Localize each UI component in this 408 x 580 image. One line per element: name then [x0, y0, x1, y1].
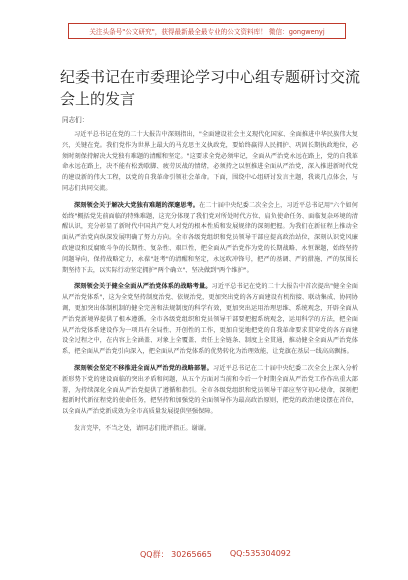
paragraph-text: 习近平总书记在党的二十大报告中首次提出"健全全面从严治党体系"，这为全党坚持制度治党、依规治党，更加突出党的各方面建设有机衔接、联动集成、协同协调，更加突出体制机制的健全完善和法规制度的科学有效，更加突出运用治理思维、系统观念，开辟全面从严治党新境界提供了根本遵循。全市各级党组织和党员领导干部要把握系统观念，运用科学的方法，把全面从严治党体系建设作为一项具有全局性、开创性的工作，更加自觉地把党的自我革命要求贯穿党的各方面建设全过程之中，在内容上全涵盖、对象上全覆盖、责任上全链条、制度上全贯通，推动健全全面从严治党体系，把全面从严治党引向深入，把全面从严治党体系的优势转化为治理效能，让党旗在基层一线高高飘扬。 — [62, 283, 358, 356]
paragraph-text: 在二十届中央纪委二次全会上，习近平总书记用"六个如何始终"概括党先前面临的特殊难题，这充分体现了我们党对所处时代方位、肩负使命任务、面临复杂环境的清醒认识，充分彰显了新时代中国共产党人对党的根本性质和发展规律的深刻把握。为我们在新征程上推动全面从严治党向纵深发展明确了努力方向。全市各级党组织和党员领导干部应提高政治站位，深刻认识党风廉政建设和反腐败斗争的长期性、复杂性、艰巨性，把全面从严治党作为党的长期战略、永恒课题，始终坚持问题导向，保持战略定力，永葆"赶考"的清醒和坚定，永远吹冲锋号，把严的基调、严的措施、严的氛围长期坚持下去，以实际行动坚定拥护"两个确立"、坚决做到"两个维护"。 — [62, 201, 358, 274]
paragraph-lead: 深刻领会坚定不移推进全面从严治党的战略部署。 — [74, 364, 213, 372]
paragraph-lead: 深刻领会关于解决大党独有难题的深邃思考。 — [74, 201, 199, 209]
paragraph — [62, 130, 358, 195]
paragraph-text: 习近平总书记在党的二十大报告中深刻指出，"全面建设社会主义现代化国家、全面推进中华民族伟大复兴，关键在党。我们党作为世界上最大的马克思主义执政党，要始终赢得人民拥护、巩固长期执政地位，必须时刻保持解决大党独有难题的清醒和坚定。"这要求全党必须牢记，全面从严治党永远在路上，党的自我革命永远在路上，决不能有松劲歇脚、疲劳厌战的情绪，必须持之以恒推进全面从严治党，深入推进新时代党的建设新的伟大工程，以党的自我革命引领社会革命。下面，围绕中心组研讨发言主题，我谈几点体会，与同志们共同交流。 — [62, 131, 358, 192]
promo-banner — [68, 23, 346, 39]
contact-footer — [140, 549, 360, 560]
qq-group-number: QQ群： 30265665 — [140, 550, 212, 559]
paragraph-text: 发言完毕，不当之处，请同志们批评指正。谢谢。 — [74, 424, 211, 432]
paragraph-lead: 深刻领会关于健全全面从严治党体系的战略考量。 — [74, 283, 212, 291]
paragraph — [62, 364, 358, 418]
document-title: 纪委书记在市委理论学习中心组专题研讨交流会上的发言 — [60, 68, 361, 108]
paragraph — [62, 201, 358, 277]
paragraph — [62, 282, 358, 358]
salutation: 同志们： — [62, 116, 89, 124]
paragraph-text: 习近平总书记在二十届中央纪委二次全会上深入分析新形势下党的建设面临的突出矛盾和问题，从五个方面对当前和今后一个时期全面从严治党工作作出重大部署，为持续深化全面从严治党提供了遵循和指引。全市各级党组织和党员领导干部应坚守初心使命，深刻把握新时代新征程党的使命任务，把坚持和加强党的全面领导作为最高政治原则，把党的政治建设摆在首位，以全面从严治党新成效为全市高质量发展提供坚强保障。 — [62, 364, 358, 416]
document-body — [62, 130, 358, 441]
closing-paragraph — [62, 424, 358, 435]
promo-banner-text: 关注头条号"公文研究"，获得最新最全最专业的公文资料库！ 微信：gongwenyj — [89, 28, 325, 36]
qq-number: QQ:535304092 — [229, 549, 291, 558]
